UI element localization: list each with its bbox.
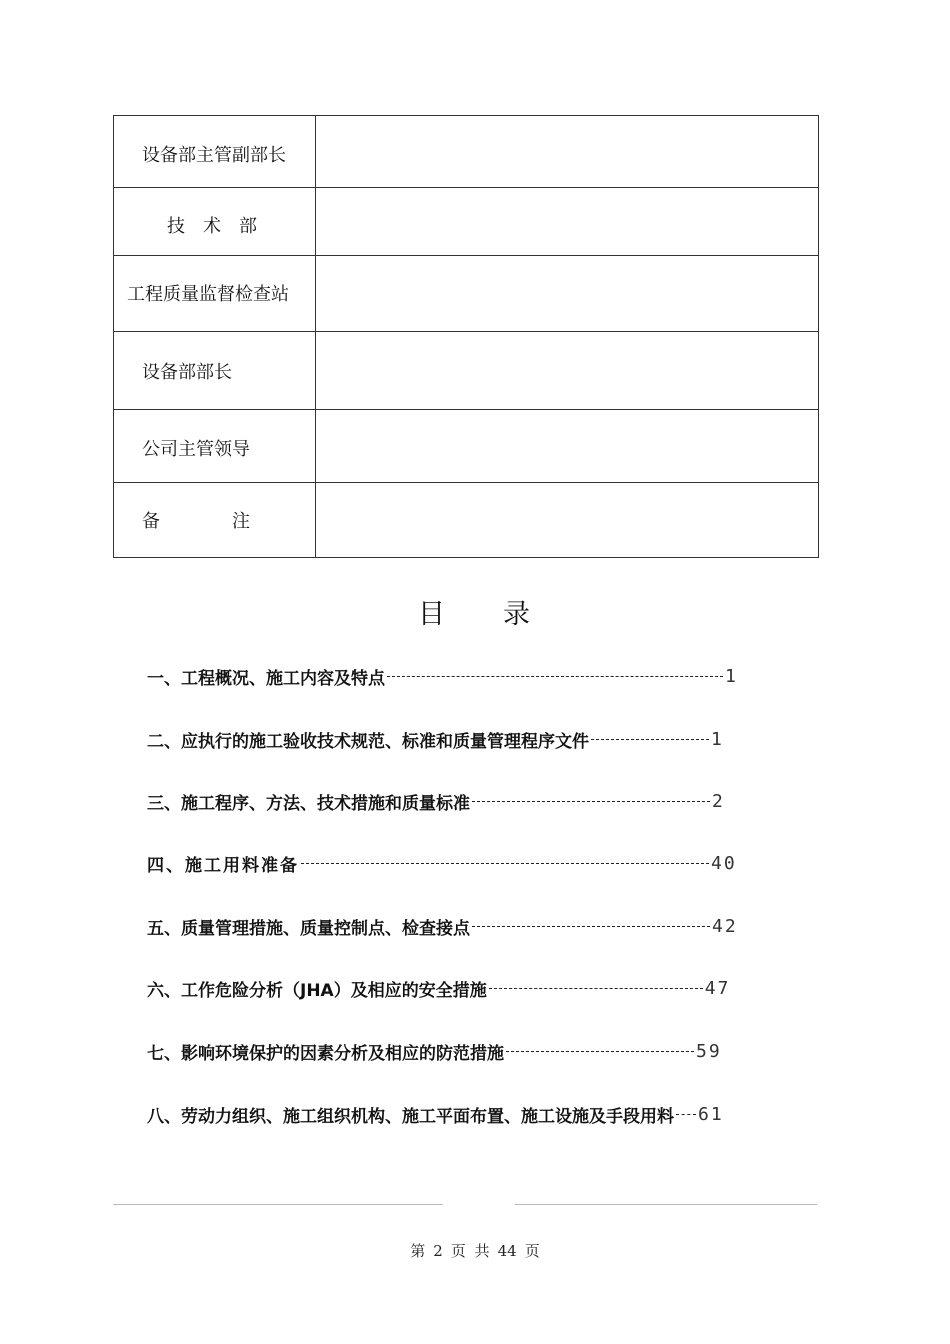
footer-mid: 页 共 xyxy=(450,1242,490,1260)
approval-label-cell xyxy=(114,483,316,558)
toc-entry-text: 三、施工程序、方法、技术措施和质量标准 xyxy=(147,793,470,814)
approval-label-cell xyxy=(114,116,316,188)
toc-entry[interactable] xyxy=(147,1036,722,1066)
toc-leader xyxy=(506,1051,694,1052)
toc-page-number: 61 xyxy=(698,1103,724,1125)
toc-leader xyxy=(676,1114,696,1115)
toc-entry-text: 五、质量管理措施、质量控制点、检查接点 xyxy=(147,918,470,939)
approval-label-cell xyxy=(114,332,316,410)
approval-label-cell xyxy=(114,410,316,483)
approval-row xyxy=(114,256,819,332)
footer-divider xyxy=(515,1204,817,1205)
toc-entry-text: 一、工程概况、施工内容及特点 xyxy=(147,668,385,689)
toc-page-number: 40 xyxy=(711,852,737,874)
page-footer xyxy=(0,1240,950,1261)
toc-entry-text: 七、影响环境保护的因素分析及相应的防范措施 xyxy=(147,1043,504,1064)
approval-label: 设备部部长 xyxy=(142,361,232,383)
toc-leader xyxy=(387,676,723,677)
toc-entry[interactable] xyxy=(147,1099,724,1129)
toc-leader xyxy=(472,926,710,927)
approval-row xyxy=(114,410,819,483)
approval-label: 技 术 部 xyxy=(167,215,257,237)
approval-label: 公司主管领导 xyxy=(142,439,250,460)
approval-label: 工程质量监督检查站 xyxy=(127,283,289,305)
toc-entry-text: 八、劳动力组织、施工组织机构、施工平面布置、施工设施及手段用料 xyxy=(147,1106,674,1127)
footer-total-pages: 44 xyxy=(497,1242,517,1260)
toc-entry[interactable] xyxy=(147,848,737,878)
approval-row xyxy=(114,483,819,558)
approval-value-cell[interactable] xyxy=(316,188,819,256)
approval-table xyxy=(113,115,819,558)
approval-label-cell xyxy=(114,188,316,256)
approval-label: 备 注 xyxy=(142,511,250,532)
approval-value-cell[interactable] xyxy=(316,410,819,483)
toc-page-number: 42 xyxy=(712,915,738,937)
toc-leader xyxy=(489,988,703,989)
toc-page-number: 2 xyxy=(712,790,725,812)
footer-prefix: 第 xyxy=(410,1242,426,1260)
approval-value-cell[interactable] xyxy=(316,256,819,332)
approval-label: 设备部主管副部长 xyxy=(142,144,286,166)
toc-title-char: 目 xyxy=(418,599,447,630)
toc-entry[interactable] xyxy=(147,911,738,941)
toc-leader xyxy=(591,739,709,740)
toc-entry-text: 六、工作危险分析（JHA）及相应的安全措施 xyxy=(147,980,487,1001)
toc-page-number: 1 xyxy=(725,665,738,687)
approval-row xyxy=(114,116,819,188)
approval-value-cell[interactable] xyxy=(316,116,819,188)
toc-entry-text: 二、应执行的施工验收技术规范、标准和质量管理程序文件 xyxy=(147,731,589,752)
toc-page-number: 1 xyxy=(711,728,724,750)
toc-leader xyxy=(472,801,710,802)
approval-label-cell xyxy=(114,256,316,332)
toc-entry[interactable] xyxy=(147,786,725,816)
toc-page-number: 59 xyxy=(696,1040,722,1062)
toc-entry[interactable] xyxy=(147,973,730,1003)
toc-entry[interactable] xyxy=(147,661,738,691)
toc-page-number: 47 xyxy=(704,977,731,999)
approval-value-cell[interactable] xyxy=(316,332,819,410)
toc-leader xyxy=(301,863,709,864)
toc-entry-text: 四、施工用料准备 xyxy=(147,855,299,876)
footer-divider xyxy=(113,1204,443,1205)
toc-title xyxy=(0,592,950,631)
approval-row xyxy=(114,332,819,410)
toc-entry[interactable] xyxy=(147,724,724,754)
footer-current-page: 2 xyxy=(433,1242,443,1260)
approval-value-cell[interactable] xyxy=(316,483,819,558)
footer-suffix: 页 xyxy=(524,1242,540,1260)
toc-title-char: 录 xyxy=(503,599,532,630)
approval-row xyxy=(114,188,819,256)
